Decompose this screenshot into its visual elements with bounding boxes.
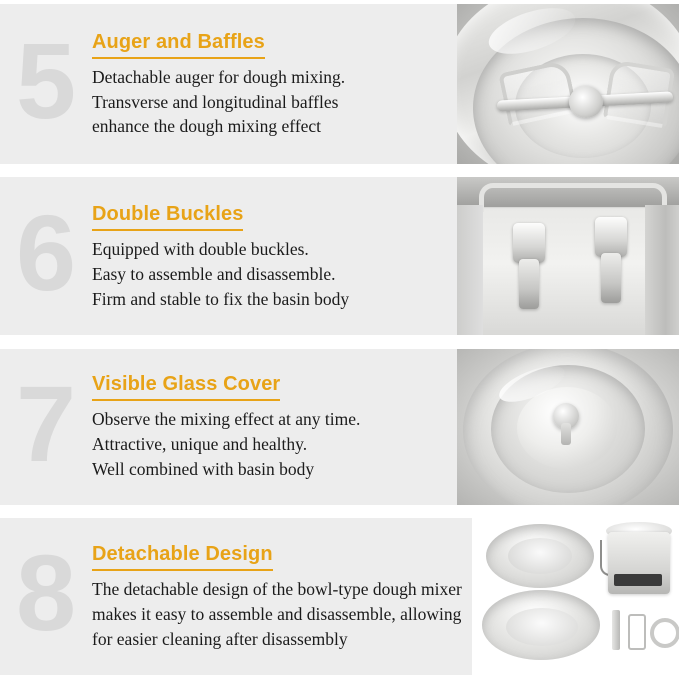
cover-stem-shape [561,423,571,445]
feature-line: Attractive, unique and healthy. [92,434,308,455]
feature-image-double-buckles [457,177,679,335]
feature-text-column [92,518,472,675]
feature-line: Transverse and longitudinal baffles [92,91,339,112]
basin-left-edge [457,205,483,335]
feature-description [92,65,447,140]
auger-hub-shape [569,86,603,118]
feature-description [92,577,462,652]
accessory-bracket [628,614,646,650]
basin-right-edge [645,205,679,335]
feature-title: Auger and Baffles [92,31,265,59]
feature-line: Observe the mixing effect at any time. [92,409,361,430]
accessory-ring [650,618,679,648]
feature-text-column [92,349,457,505]
feature-title: Double Buckles [92,203,243,231]
feature-image-auger-and-baffles [457,4,679,164]
buckle-right-shape [589,217,633,309]
feature-number: 8 [15,532,77,654]
feature-number-column [0,518,92,675]
feature-line: for easier cleaning after disassembly [92,628,348,649]
feature-number: 7 [15,362,77,484]
feature-description [92,407,447,482]
feature-number-column [0,177,92,335]
feature-image-glass-cover [457,349,679,505]
handle-bar-shape [479,183,667,212]
feature-line: Equipped with double buckles. [92,239,309,260]
buckle-clip [595,217,627,257]
buckle-strap [601,253,621,303]
feature-line: Easy to assemble and disassemble. [92,263,336,284]
feature-line: enhance the dough mixing effect [92,116,322,137]
bowl-part-upper-inner [508,538,572,574]
feature-title: Visible Glass Cover [92,373,280,401]
feature-title: Detachable Design [92,543,273,571]
feature-number: 6 [15,192,77,314]
feature-description [92,237,447,312]
row-spacer [0,168,679,174]
feature-number-column [0,4,92,164]
buckle-strap [519,259,539,309]
row-spacer [0,508,679,514]
feature-number: 5 [15,20,77,141]
feature-line: The detachable design of the bowl-type dough mixer [92,579,462,600]
buckle-left-shape [507,223,551,315]
buckle-clip [513,223,545,263]
feature-image-detachable-design [472,518,679,675]
feature-text-column [92,177,457,335]
feature-row [0,349,679,505]
feature-line: Detachable auger for dough mixing. [92,66,346,87]
feature-row [0,177,679,335]
feature-text-column [92,4,457,164]
bowl-part-lower-inner [506,608,578,646]
machine-control-panel [614,574,662,586]
feature-line: makes it easy to assemble and disassemble, allowing [92,604,462,625]
feature-number-column [0,349,92,505]
feature-row [0,4,679,164]
feature-line: Well combined with basin body [92,459,315,480]
feature-row [0,518,679,675]
feature-line: Firm and stable to fix the basin body [92,288,350,309]
accessory-rod [612,610,620,650]
row-spacer [0,339,679,345]
